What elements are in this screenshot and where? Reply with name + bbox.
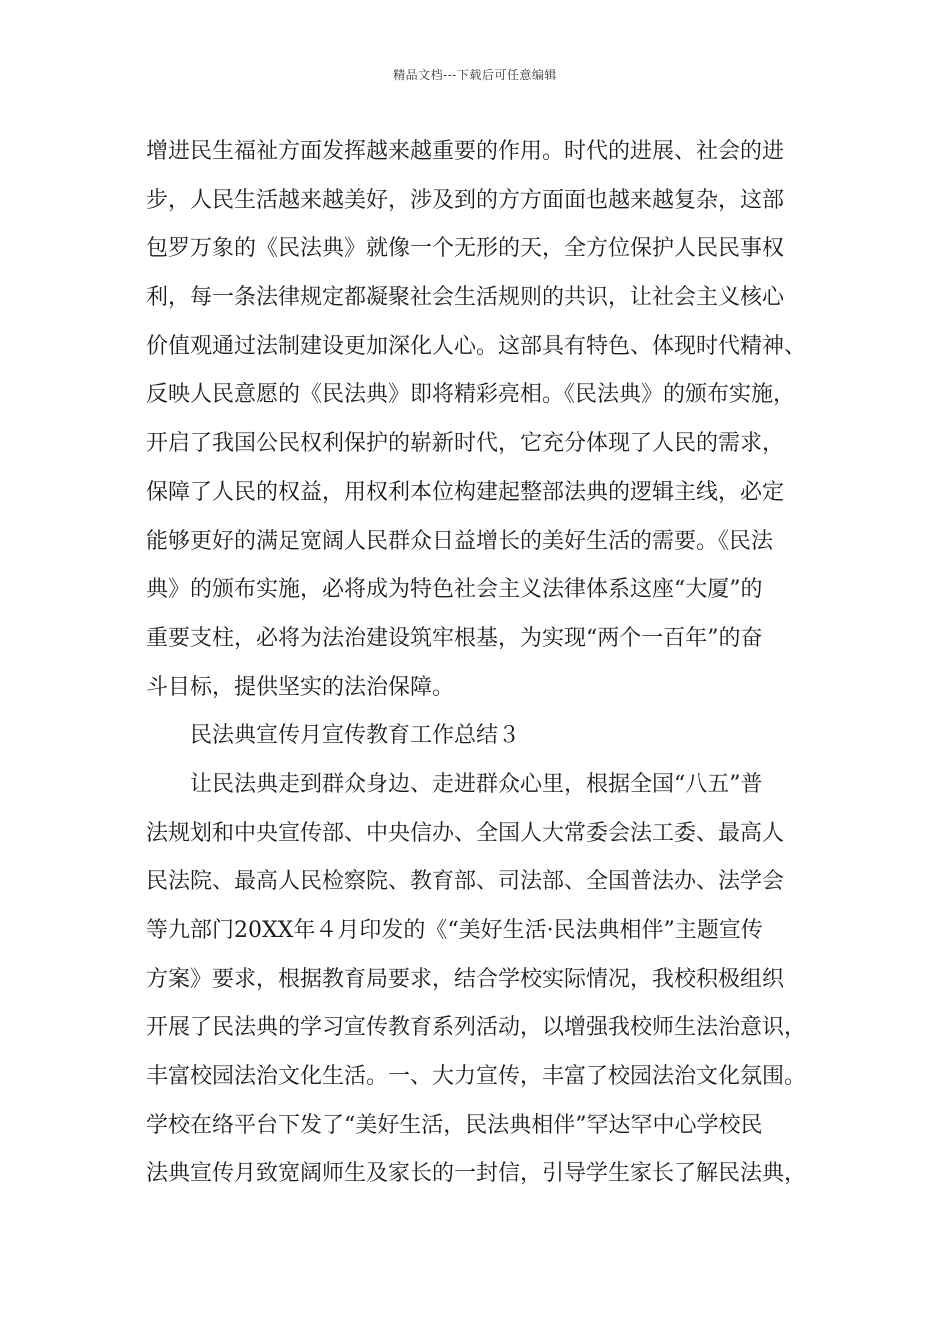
- text-line: 斗目标，提供坚实的法治保障。: [146, 674, 455, 700]
- text-line: 价值观通过法制建设更加深化人心。这部具有特色、体现时代精神、: [146, 333, 807, 359]
- page-header-note: 精品文档---下载后可任意编辑: [393, 68, 557, 82]
- text-line: 丰富校园法治文化生活。一、大力宣传，丰富了校园法治文化氛围。: [146, 1064, 807, 1090]
- text-line: 开展了民法典的学习宣传教育系列活动，以增强我校师生法治意识，: [146, 1015, 807, 1041]
- text-line: 保障了人民的权益，用权利本位构建起整部法典的逻辑主线，必定: [146, 479, 785, 505]
- text-line: 开启了我国公民权利保护的崭新时代，它充分体现了人民的需求，: [146, 431, 785, 457]
- text-line: 增进民生福祉方面发挥越来越重要的作用。时代的进展、社会的进: [146, 139, 785, 164]
- text-line: 法规划和中央宣传部、中央信办、全国人大常委会法工委、最高人: [146, 820, 785, 846]
- text-line: 等九部门20XX年４月印发的《“美好生活·民法典相伴”主题宣传: [146, 918, 763, 943]
- text-line: 包罗万象的《民法典》就像一个无形的天，全方位保护人民民事权: [146, 236, 785, 262]
- text-line: 反映人民意愿的《民法典》即将精彩亮相。《民法典》的颁布实施，: [146, 382, 796, 408]
- text-line: 学校在络平台下发了“美好生活，民法典相伴”罕达罕中心学校民: [146, 1112, 763, 1138]
- text-line: 民法院、最高人民检察院、教育部、司法部、全国普法办、法学会: [146, 869, 785, 895]
- text-line: 典》的颁布实施，必将成为特色社会主义法律体系这座“大厦”的: [146, 577, 763, 603]
- text-line: 法典宣传月致宽阔师生及家长的一封信，引导学生家长了解民法典，: [146, 1161, 807, 1187]
- document-body: [146, 128, 836, 1199]
- text-line: 能够更好的满足宽阔人民群众日益增长的美好生活的需要。《民法: [146, 528, 774, 554]
- text-line: 利，每一条法律规定都凝聚社会生活规则的共识，让社会主义核心: [146, 285, 785, 311]
- text-line: 重要支柱，必将为法治建设筑牢根基，为实现“两个一百年”的奋: [146, 625, 763, 651]
- section-heading: 民法典宣传月宣传教育工作总结３: [190, 723, 521, 749]
- text-line: 方案》要求，根据教育局要求，结合学校实际情况，我校积极组织: [146, 966, 785, 992]
- text-line: 步，人民生活越来越美好，涉及到的方方面面也越来越复杂，这部: [146, 187, 785, 213]
- paragraph-first-line: 让民法典走到群众身边、走进群众心里，根据全国“八五”普: [190, 771, 763, 797]
